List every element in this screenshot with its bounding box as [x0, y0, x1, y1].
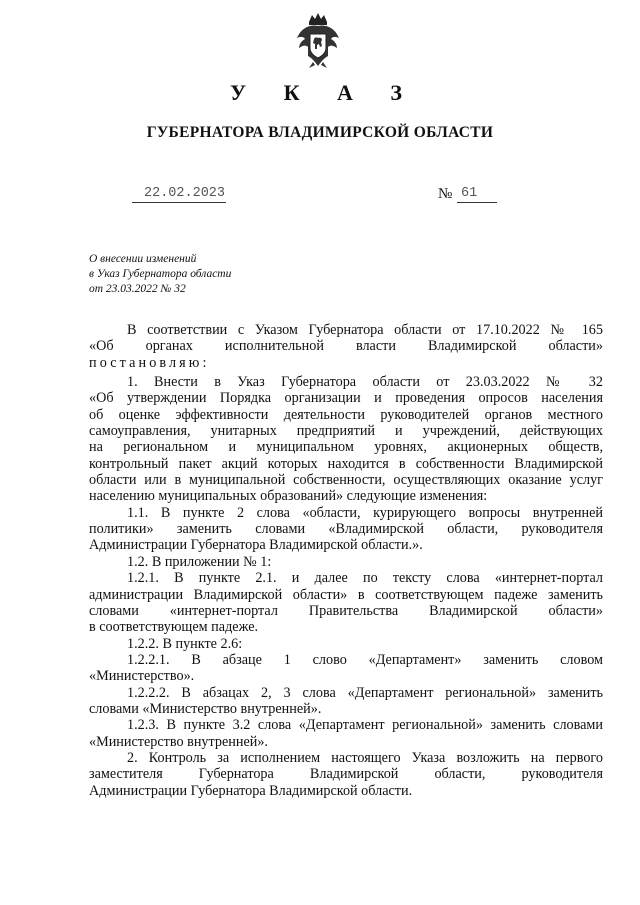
item-1-2-1 — [89, 570, 603, 635]
text-line: словами «Министерство внутренней». — [89, 700, 322, 717]
text-line: «Министерство». — [89, 668, 195, 685]
text-line: контрольный пакет акций которых находится в собственности Владимирской — [89, 455, 603, 472]
text-line: политики» заменить словами «Владимирской области, руководителя — [89, 521, 603, 538]
text-line: В соответствии с Указом Губернатора области от 17.10.2022 № 165 — [127, 322, 603, 338]
decree-body — [89, 322, 603, 799]
text-line: постановляю: — [89, 354, 210, 371]
text-line: 1.2.2.1. В абзаце 1 слово «Департамент» заменить словом — [127, 651, 603, 668]
item-1-2-2-2 — [89, 685, 603, 718]
text-line: словами «интернет-портал Правительства Владимирской области» — [89, 602, 603, 619]
text-line: 2. Контроль за исполнением настоящего Указа возложить на первого — [127, 749, 603, 766]
text-line: 1.2.3. В пункте 3.2 слова «Департамент региональной» заменить словами — [127, 717, 603, 734]
text-line: 1.2.2.2. В абзацах 2, 3 слова «Департамент региональной» заменить — [127, 684, 603, 701]
item-1-2-2 — [89, 636, 603, 652]
item-1-2-2-1 — [89, 652, 603, 685]
item-1-2 — [89, 554, 603, 570]
text-line: «Об утверждении Порядка организации и проведения опросов населения — [89, 390, 603, 407]
text-line: 1.1. В пункте 2 слова «области, курирующего вопросы внутренней — [127, 504, 603, 521]
text-line: 1. Внести в Указ Губернатора области от 23.03.2022 № 32 — [127, 374, 603, 391]
text-line: самоуправления, унитарных предприятий и учреждений, действующих — [89, 423, 603, 440]
subject-line: от 23.03.2022 № 32 — [89, 283, 186, 295]
text-line: области или в муниципальной собственности, осуществляющих оказание услуг — [89, 472, 603, 489]
coat-of-arms-icon — [295, 12, 341, 72]
item-1-2-3 — [89, 717, 603, 750]
document-title: У К А З — [229, 80, 419, 105]
text-line: населению муниципальных образований» следующие изменения: — [89, 488, 488, 505]
text-line: на региональном и муниципальном уровнях, акционерных обществ, — [89, 439, 603, 456]
text-line: администрации Владимирской области» в соответствующем падеже заменить — [89, 586, 603, 603]
text-line: Администрации Губернатора Владимирской области.». — [89, 537, 423, 554]
decree-number: 61 — [457, 186, 497, 203]
text-line: «Министерство внутренней». — [89, 733, 268, 750]
text-line: об оценке эффективности деятельности руководителей органов местного — [89, 406, 603, 423]
text-line: 1.2.2. В пункте 2.6: — [127, 635, 243, 652]
decree-subject — [89, 252, 231, 297]
text-line: в соответствующем падеже. — [89, 619, 259, 636]
document-issuer: ГУБЕРНАТОРА ВЛАДИМИРСКОЙ ОБЛАСТИ — [146, 124, 494, 141]
number-label: № — [438, 186, 453, 202]
subject-line: в Указ Губернатора области — [89, 268, 232, 280]
text-line: 1.2. В приложении № 1: — [127, 553, 272, 570]
text-line: Администрации Губернатора Владимирской области. — [89, 782, 413, 799]
item-1 — [89, 374, 603, 505]
text-line: 1.2.1. В пункте 2.1. и далее по тексту слова «интернет-портал — [127, 570, 603, 587]
subject-line: О внесении изменений — [89, 253, 197, 265]
item-2 — [89, 750, 603, 799]
text-line: «Об органах исполнительной власти Владимирской области» — [89, 338, 603, 355]
decree-date: 22.02.2023 — [132, 186, 226, 203]
item-1-1 — [89, 505, 603, 554]
text-line: заместителя Губернатора Владимирской области, руководителя — [89, 766, 603, 783]
preamble-paragraph — [89, 322, 603, 371]
